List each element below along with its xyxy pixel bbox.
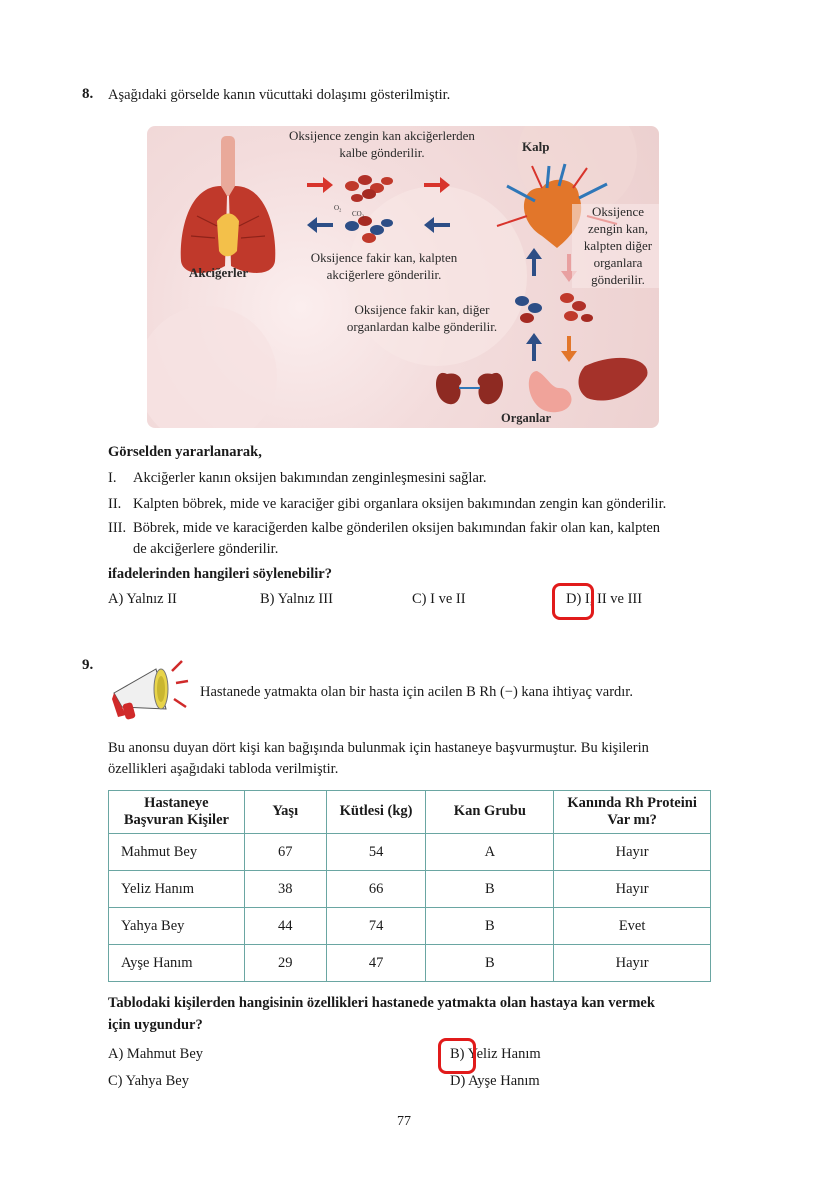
cell-age: 29 [244,945,326,982]
label-heart-to-lungs-line-1: Oksijence fakir kan, kalpten [310,250,458,265]
q8-answer-highlight [552,583,594,620]
statement-1-text: Akciğerler kanın oksijen bakımından zenginleşmesini sağlar. [133,470,487,486]
statement-3-num: III. [108,520,127,536]
header-persons-line-1: Hastaneye [144,794,209,811]
cell-rh: Hayır [554,871,711,908]
label-heart: Kalp [522,139,550,154]
header-persons [109,791,245,834]
q9-answer-highlight [438,1038,476,1074]
cell-blood-group: B [426,945,554,982]
statement-1-num: I. [108,470,117,486]
table-row [109,834,711,871]
statement-3-continuation: de akciğerlere gönderilir. [133,541,279,557]
liver-icon [579,358,648,401]
statement-3-text: Böbrek, mide ve karaciğerden kalbe gönderilen oksijen bakımından fakir olan kan, kalpten [133,520,661,536]
header-rh-line-1: Kanında Rh Proteini [567,794,697,811]
label-heart-to-organs-line-4: organlara [593,254,643,270]
cell-mass: 66 [326,871,426,908]
question-9-number: 9. [82,657,94,673]
cell-blood-group: A [426,834,554,871]
q9-intro-line-2: özellikleri aşağıdaki tabloda verilmiştir. [108,761,339,777]
header-persons-line-2: Başvuran Kişiler [123,812,229,828]
cell-mass: 47 [326,945,426,982]
cell-name: Mahmut Bey [109,834,245,871]
q9-question-line-1: Tablodaki kişilerden hangisinin özellikleri hastanede yatmakta olan hastaya kan vermek [108,995,655,1011]
cell-age: 38 [244,871,326,908]
red-blood-cells-icon [345,175,393,202]
blood-donor-table [108,790,711,982]
header-rh-line-2: Var mı? [607,812,657,828]
table-row [109,871,711,908]
announcement: Hastanede yatmakta olan bir hasta için acilen B Rh (−) kana ihtiyaç vardır. [200,684,633,700]
label-heart-to-lungs [289,250,479,284]
cell-name: Yahya Bey [109,908,245,945]
label-heart-to-organs-line-2: zengin kan, [588,220,648,236]
q9-option-a[interactable]: A) Mahmut Bey [108,1046,204,1062]
q8-option-b[interactable]: B) Yalnız III [260,591,333,607]
q9-question-line-2: için uygundur? [108,1017,203,1033]
q9-option-d[interactable]: D) Ayşe Hanım [450,1073,540,1089]
cell-rh: Hayır [554,834,711,871]
q8-option-a[interactable]: A) Yalnız II [108,591,177,607]
megaphone-icon [104,655,190,725]
circulation-figure [147,126,659,428]
label-heart-to-organs-line-3: kalpten diğer [583,237,653,253]
co2-label: CO₂ [352,210,365,218]
cell-name: Ayşe Hanım [109,945,245,982]
label-organs-to-heart-line-2: organlardan kalbe gönderilir. [346,318,498,334]
question-8-number: 8. [82,86,94,102]
o2-label: O₂ [334,204,342,212]
header-blood-group: Kan Grubu [426,791,554,834]
kidneys-icon [436,373,503,404]
blood-cells-icon [515,293,593,323]
header-rh-protein [554,791,711,834]
cell-name: Yeliz Hanım [109,871,245,908]
up-arrow-icon [526,248,542,276]
table-row [109,945,711,982]
stomach-icon [529,371,572,412]
page-number: 77 [397,1114,411,1129]
label-heart-to-organs-line-5: gönderilir. [591,271,645,287]
cell-blood-group: B [426,871,554,908]
q8-option-d[interactable]: D) I, II ve III [566,591,643,607]
label-heart-to-organs-line-1: Oksijence [592,204,644,219]
cell-mass: 74 [326,908,426,945]
q9-option-c[interactable]: C) Yahya Bey [108,1073,189,1089]
question-8-prompt: Aşağıdaki görselde kanın vücuttaki dolaşımı gösterilmiştir. [108,87,451,103]
statement-2-num: II. [108,496,122,512]
label-lungs-to-heart [267,128,497,162]
cell-mass: 54 [326,834,426,871]
table-header-row [109,791,711,834]
label-heart-to-lungs-line-2: akciğerlere gönderilir. [326,266,442,282]
cell-age: 67 [244,834,326,871]
cell-blood-group: B [426,908,554,945]
q8-question: ifadelerinden hangileri söylenebilir? [108,566,332,582]
up-arrow-icon [526,333,542,361]
header-mass: Kütlesi (kg) [326,791,426,834]
label-lungs-to-heart-line-2: kalbe gönderilir. [339,144,425,160]
lungs-icon [181,136,276,273]
label-organs: Organlar [501,411,551,425]
cell-rh: Evet [554,908,711,945]
down-arrow-icon [561,336,577,362]
label-lungs: Akciğerler [189,265,249,280]
statement-2-text: Kalpten böbrek, mide ve karaciğer gibi organlara oksijen bakımından zengin kan gönderilir. [133,496,667,512]
q8-option-c[interactable]: C) I ve II [412,591,466,607]
q8-lead: Görselden yararlanarak, [108,444,262,460]
label-organs-to-heart [327,302,517,336]
q9-option-b[interactable]: B) Yeliz Hanım [450,1046,541,1062]
cell-rh: Hayır [554,945,711,982]
q9-intro-line-1: Bu anonsu duyan dört kişi kan bağışında bulunmak için hastaneye başvurmuştur. Bu kişilerin [108,740,649,756]
header-age: Yaşı [244,791,326,834]
cell-age: 44 [244,908,326,945]
label-organs-to-heart-line-1: Oksijence fakir kan, diğer [354,302,490,317]
table-row [109,908,711,945]
label-lungs-to-heart-line-1: Oksijence zengin kan akciğerlerden [289,128,475,143]
label-heart-to-organs [572,204,659,288]
